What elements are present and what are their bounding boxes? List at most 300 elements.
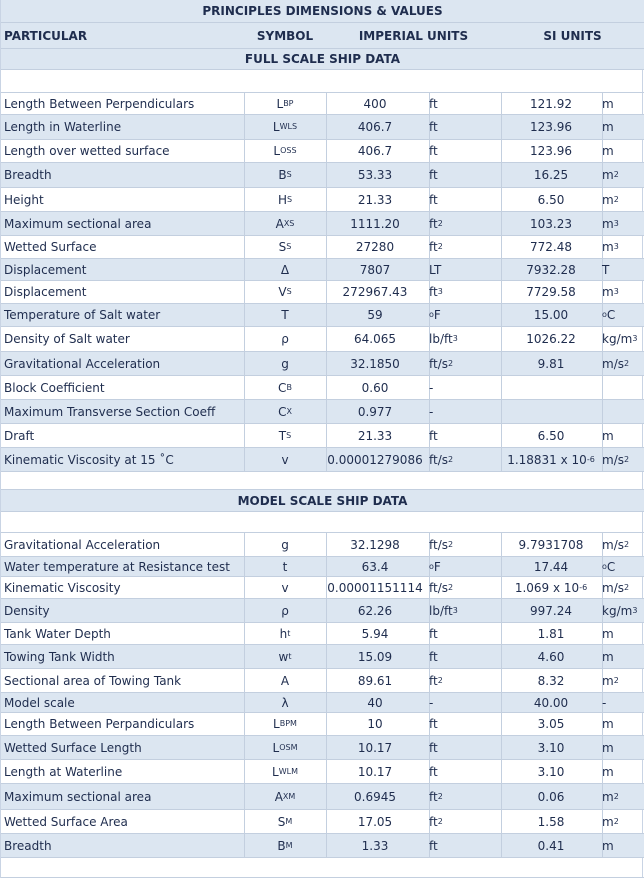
imperial-value-cell <box>326 140 424 162</box>
imperial-value-cell-text: 10 <box>367 717 383 731</box>
si-unit-cell <box>602 693 644 712</box>
si-value-cell-text: 6.50 <box>537 428 565 443</box>
symbol-cell <box>244 304 326 326</box>
imperial-value-cell <box>326 188 424 211</box>
imperial-value-cell-text: 0.00001151114 <box>327 580 423 595</box>
particular-cell <box>4 784 244 809</box>
table-row <box>1 212 644 236</box>
particular-cell-text: Wetted Surface Length <box>4 740 142 755</box>
imperial-value-cell <box>326 236 424 258</box>
si-value-cell <box>501 736 601 759</box>
imperial-unit-cell <box>429 760 501 783</box>
si-value-cell-text: 1.81 <box>537 626 565 641</box>
symbol-cell <box>244 448 326 471</box>
imperial-unit-cell <box>429 115 501 139</box>
symbol-cell-text: S <box>277 814 286 829</box>
imperial-unit-text: ft/s <box>429 452 449 467</box>
si-unit-cell <box>602 736 644 759</box>
si-unit-cell <box>602 645 644 668</box>
particular-cell-text: Maximum sectional area <box>4 216 152 231</box>
imperial-value-cell <box>326 212 424 235</box>
particular-cell <box>4 713 244 735</box>
imperial-unit-cell: ft/s 2 <box>429 580 454 595</box>
imperial-unit-cell <box>429 736 501 759</box>
particular-cell <box>4 140 244 162</box>
particular-cell <box>4 259 244 280</box>
si-unit-text: m <box>602 814 614 829</box>
imperial-unit-text: ft/s <box>429 537 449 552</box>
si-value-cell-text: 15.00 <box>533 308 569 322</box>
si-unit-cell <box>602 834 644 857</box>
particular-cell-text: Density of Salt water <box>4 332 130 346</box>
particular-cell <box>4 693 244 712</box>
table-row <box>1 352 644 376</box>
si-unit-text: m <box>602 838 614 853</box>
particular-cell <box>4 424 244 447</box>
table-row <box>1 577 644 599</box>
si-unit-cell <box>602 93 644 114</box>
si-value-cell <box>501 713 601 735</box>
si-value-cell <box>501 304 601 326</box>
si-unit-cell <box>602 115 644 139</box>
si-value-cell-text: 0.06 <box>537 789 565 804</box>
imperial-unit-text: ft <box>429 764 438 779</box>
si-value-cell: 1.069 x 10 -6 <box>514 580 588 595</box>
particular-cell <box>4 760 244 783</box>
symbol-cell: L WLM <box>272 764 298 779</box>
imperial-value-cell-text: 400 <box>363 96 387 111</box>
si-unit-cell: m 2 <box>602 168 619 182</box>
table-row <box>1 713 644 736</box>
si-value-cell-text: 1026.22 <box>526 332 576 346</box>
imperial-unit-text: ft <box>429 626 438 641</box>
si-unit-cell: m 3 <box>602 240 619 254</box>
si-value-cell-text: 16.25 <box>533 168 569 182</box>
imperial-value-cell <box>326 352 424 375</box>
si-value-cell <box>501 760 601 783</box>
si-unit-text: m <box>602 144 614 158</box>
table-row <box>1 784 644 810</box>
imperial-unit-text: ft/s <box>429 580 449 595</box>
si-unit-text: m <box>602 120 614 134</box>
symbol-cell-text: C <box>278 380 287 395</box>
imperial-unit-text: ft <box>429 168 438 182</box>
particular-cell-text: Draft <box>4 428 35 443</box>
particular-cell <box>4 557 244 576</box>
si-value-cell-text: 6.50 <box>537 192 565 207</box>
imperial-value-cell-text: 17.05 <box>357 814 393 829</box>
imperial-unit-text: ft <box>429 216 438 231</box>
symbol-cell: V S <box>278 285 292 299</box>
table-title <box>1 0 644 22</box>
imperial-unit-cell: ft 2 <box>429 673 443 688</box>
si-unit-text: m <box>602 649 614 664</box>
table-row <box>1 188 644 212</box>
particular-cell <box>4 834 244 857</box>
symbol-cell-text: w <box>278 649 289 664</box>
si-value-cell <box>501 93 601 114</box>
imperial-value-cell <box>326 259 424 280</box>
si-value-cell <box>501 599 601 622</box>
si-value-cell <box>501 115 601 139</box>
si-unit-cell: m 2 <box>602 789 619 804</box>
si-value-cell <box>501 212 601 235</box>
imperial-unit-cell: ft 2 <box>429 814 443 829</box>
si-unit-cell: m 2 <box>602 673 619 688</box>
si-value-cell-text: 1.069 x 10 <box>514 580 580 595</box>
header-row <box>1 23 644 49</box>
symbol-cell-text: T <box>281 308 289 322</box>
header-symbol-text: SYMBOL <box>256 28 314 43</box>
imperial-value-cell-text: 406.7 <box>357 120 393 134</box>
symbol-cell <box>244 577 326 598</box>
particular-cell-text: Wetted Surface Area <box>4 814 128 829</box>
imperial-value-cell <box>326 400 424 423</box>
imperial-value-cell <box>326 623 424 644</box>
imperial-unit-text: ft <box>429 838 438 853</box>
si-unit-text: m <box>602 740 614 755</box>
si-value-cell-text: 3.05 <box>537 717 565 731</box>
blank-row <box>1 858 644 878</box>
symbol-cell: L OSS <box>273 144 297 158</box>
imperial-value-cell-text: 27280 <box>355 240 395 254</box>
si-unit-text: kg/m <box>602 603 633 618</box>
symbol-cell-text: L <box>273 717 280 731</box>
imperial-unit-text: - <box>429 695 434 710</box>
si-value-cell-text: 3.10 <box>537 740 565 755</box>
symbol-cell <box>244 669 326 692</box>
imperial-unit-cell <box>429 140 501 162</box>
imperial-value-cell <box>326 376 424 399</box>
particular-cell-text: Kinematic Viscosity <box>4 580 121 595</box>
imperial-value-cell-text: 0.00001279086 <box>327 452 423 467</box>
imperial-value-cell <box>326 533 424 556</box>
particular-cell-text: Towing Tank Width <box>4 649 115 664</box>
si-value-cell <box>501 376 601 399</box>
imperial-unit-text: ft <box>429 673 438 688</box>
si-unit-cell <box>602 760 644 783</box>
si-unit-cell: m 3 <box>602 285 619 299</box>
particular-cell-text: Length Between Perpendiculars <box>4 96 195 111</box>
table-row <box>1 93 644 115</box>
particular-cell <box>4 810 244 833</box>
table-row <box>1 533 644 557</box>
symbol-cell-text: L <box>272 120 280 134</box>
particular-cell-text: Length Between Perpandiculars <box>4 717 195 731</box>
si-unit-cell <box>602 713 644 735</box>
particular-cell <box>4 577 244 598</box>
symbol-cell: S M <box>277 814 293 829</box>
imperial-unit-text: ft <box>429 192 438 207</box>
particular-cell <box>4 327 244 351</box>
si-unit-cell <box>602 623 644 644</box>
imperial-unit-text: F <box>433 559 441 574</box>
imperial-unit-text: ft <box>429 814 438 829</box>
symbol-cell <box>244 599 326 622</box>
si-value-cell-text: 0.41 <box>537 838 565 853</box>
symbol-cell-text: L <box>276 96 284 111</box>
si-value-cell-text: 1.18831 x 10 <box>507 452 587 467</box>
imperial-value-cell <box>326 693 424 712</box>
si-unit-text: m <box>602 428 614 443</box>
symbol-cell: L WLS <box>272 120 298 134</box>
imperial-value-cell-text: 272967.43 <box>342 285 408 299</box>
si-unit-text: T <box>602 262 610 277</box>
particular-cell-text: Wetted Surface <box>4 240 97 254</box>
imperial-value-cell <box>326 327 424 351</box>
header-particular-text: PARTICULAR <box>4 28 88 43</box>
si-value-cell-text: 997.24 <box>530 603 572 618</box>
particular-cell <box>4 304 244 326</box>
symbol-cell: L BPM <box>273 717 297 731</box>
imperial-value-cell-text: 53.33 <box>357 168 393 182</box>
symbol-cell <box>244 693 326 712</box>
si-unit-text: m <box>602 192 614 207</box>
imperial-unit-cell: ft 2 <box>429 216 443 231</box>
imperial-unit-cell: lb/ft 3 <box>429 603 458 618</box>
blank-row <box>1 512 644 533</box>
si-value-cell <box>501 784 601 809</box>
title-row <box>1 0 644 23</box>
si-value-cell-text: 1.58 <box>537 814 565 829</box>
imperial-unit-cell <box>429 93 501 114</box>
symbol-cell: T S <box>278 428 292 443</box>
imperial-unit-cell: o F <box>429 559 441 574</box>
imperial-value-cell-text: 32.1850 <box>350 356 400 371</box>
particular-cell <box>4 115 244 139</box>
particular-cell-text: Gravitational Acceleration <box>4 537 161 552</box>
imperial-value-cell <box>326 281 424 303</box>
imperial-unit-text: ft <box>429 120 438 134</box>
table-row <box>1 259 644 281</box>
imperial-value-cell-text: 406.7 <box>357 144 393 158</box>
si-unit-cell: m 3 <box>602 216 619 231</box>
imperial-value-cell-text: 1.33 <box>361 838 389 853</box>
section-title-row <box>1 49 644 70</box>
particular-cell <box>4 400 244 423</box>
particular-cell <box>4 281 244 303</box>
si-unit-text: m <box>602 168 614 182</box>
particular-cell-text: Gravitational Acceleration <box>4 356 161 371</box>
particular-cell <box>4 352 244 375</box>
imperial-unit-text: lb/ft <box>429 603 453 618</box>
imperial-unit-cell <box>429 645 501 668</box>
symbol-cell: S S <box>278 240 292 254</box>
symbol-cell-text: A <box>280 673 290 688</box>
table-row <box>1 599 644 623</box>
symbol-cell: L BP <box>276 96 294 111</box>
section-title-text: FULL SCALE SHIP DATA <box>244 52 401 66</box>
si-value-cell <box>501 281 601 303</box>
imperial-unit-text: ft <box>429 717 438 731</box>
table-row <box>1 693 644 713</box>
table-row <box>1 760 644 784</box>
particular-cell-text: Temperature of Salt water <box>4 308 161 322</box>
section-title <box>1 49 644 69</box>
table-row <box>1 400 644 424</box>
symbol-cell-text: λ <box>281 695 289 710</box>
si-unit-text: m <box>602 764 614 779</box>
imperial-unit-cell: lb/ft 3 <box>429 332 458 346</box>
imperial-unit-text: ft <box>429 240 438 254</box>
si-value-cell <box>501 259 601 280</box>
header-si-units-text: SI UNITS <box>543 28 602 43</box>
si-unit-cell: m/s 2 <box>602 580 630 595</box>
imperial-value-cell-text: 40 <box>367 695 383 710</box>
particular-cell-text: Tank Water Depth <box>4 626 111 641</box>
particular-cell-text: Maximum sectional area <box>4 789 152 804</box>
imperial-unit-text: ft <box>429 144 438 158</box>
si-value-cell <box>501 645 601 668</box>
symbol-cell: B M <box>277 838 293 853</box>
imperial-unit-cell: ft/s 2 <box>429 452 454 467</box>
si-unit-cell <box>602 376 644 399</box>
particular-cell-text: Kinematic Viscosity at 15 ˚C <box>4 452 174 467</box>
particular-cell-text: Displacement <box>4 285 87 299</box>
imperial-value-cell <box>326 577 424 598</box>
imperial-unit-text: ft <box>429 649 438 664</box>
particular-cell-text: Water temperature at Resistance test <box>4 559 230 574</box>
si-unit-text: m <box>602 240 614 254</box>
si-unit-text: kg/m <box>602 332 633 346</box>
imperial-unit-cell <box>429 259 501 280</box>
si-unit-text: m <box>602 285 614 299</box>
particular-cell-text: Breadth <box>4 168 52 182</box>
imperial-value-cell-text: 89.61 <box>357 673 393 688</box>
si-unit-cell <box>602 259 644 280</box>
imperial-unit-text: ft <box>429 96 438 111</box>
symbol-cell-text: t <box>282 559 288 574</box>
si-unit-text: m <box>602 96 614 111</box>
particular-cell <box>4 376 244 399</box>
table-row <box>1 163 644 188</box>
symbol-cell-text: S <box>278 240 287 254</box>
si-value-cell <box>501 400 601 423</box>
table-row <box>1 236 644 259</box>
particular-cell-text: Length in Waterline <box>4 120 122 134</box>
particular-cell <box>4 645 244 668</box>
symbol-cell-text: T <box>278 428 287 443</box>
imperial-unit-cell: ft 2 <box>429 789 443 804</box>
si-value-cell-text: 8.32 <box>537 673 565 688</box>
imperial-value-cell <box>326 424 424 447</box>
si-unit-cell <box>602 400 644 423</box>
si-value-cell-text: 772.48 <box>530 240 572 254</box>
particular-cell <box>4 623 244 644</box>
particular-cell-text: Block Coefficient <box>4 380 105 395</box>
imperial-value-cell-text: 59 <box>367 308 383 322</box>
si-value-cell-text: 9.81 <box>537 356 565 371</box>
imperial-unit-text: - <box>429 380 434 395</box>
si-value-cell-text: 40.00 <box>533 695 569 710</box>
si-value-cell-text: 9.7931708 <box>518 537 584 552</box>
particular-cell-text: Sectional area of Towing Tank <box>4 673 182 688</box>
particular-cell <box>4 236 244 258</box>
si-unit-cell: m 2 <box>602 192 619 207</box>
symbol-cell <box>244 327 326 351</box>
header-particular <box>4 23 244 48</box>
header-si-units <box>501 23 644 48</box>
symbol-cell: C B <box>278 380 292 395</box>
si-value-cell <box>501 352 601 375</box>
si-value-cell-text: 4.60 <box>537 649 565 664</box>
symbol-cell-text: A <box>275 216 284 231</box>
imperial-unit-cell <box>429 400 501 423</box>
symbol-cell: L OSM <box>272 740 298 755</box>
particular-cell-text: Density <box>4 603 50 618</box>
imperial-unit-cell <box>429 188 501 211</box>
imperial-unit-text: ft <box>429 285 438 299</box>
imperial-unit-text: ft <box>429 428 438 443</box>
imperial-value-cell <box>326 163 424 187</box>
imperial-value-cell <box>326 557 424 576</box>
imperial-unit-cell <box>429 163 501 187</box>
si-unit-text: m <box>602 673 614 688</box>
table-row <box>1 736 644 760</box>
si-unit-cell: m/s 2 <box>602 452 630 467</box>
imperial-value-cell-text: 0.60 <box>361 380 389 395</box>
table-row <box>1 140 644 163</box>
imperial-unit-cell: o F <box>429 308 441 322</box>
imperial-unit-cell: ft 2 <box>429 240 443 254</box>
particular-cell <box>4 599 244 622</box>
imperial-value-cell-text: 21.33 <box>357 192 393 207</box>
imperial-value-cell <box>326 93 424 114</box>
imperial-unit-cell <box>429 623 501 644</box>
imperial-unit-text: lb/ft <box>429 332 453 346</box>
imperial-value-cell <box>326 599 424 622</box>
section-title-row <box>1 490 644 512</box>
si-value-cell <box>501 140 601 162</box>
imperial-value-cell <box>326 115 424 139</box>
section-title-text: MODEL SCALE SHIP DATA <box>237 493 408 508</box>
si-unit-cell: m/s 2 <box>602 356 630 371</box>
si-value-cell <box>501 557 601 576</box>
table-row <box>1 669 644 693</box>
si-value-cell-text: 121.92 <box>530 96 572 111</box>
particular-cell-text: Displacement <box>4 262 87 277</box>
imperial-value-cell-text: 0.6945 <box>354 789 396 804</box>
imperial-value-cell <box>326 834 424 857</box>
particular-cell-text: Height <box>4 192 44 207</box>
si-value-cell-text: 7932.28 <box>526 262 576 277</box>
particular-cell <box>4 669 244 692</box>
si-value-cell <box>501 188 601 211</box>
si-unit-text: C <box>606 308 616 322</box>
particular-cell-text: Breadth <box>4 838 52 853</box>
imperial-value-cell-text: 15.09 <box>357 649 393 664</box>
symbol-cell-text: L <box>272 740 280 755</box>
header-imperial-units-text: IMPERIAL UNITS <box>358 28 469 43</box>
si-unit-cell: m/s 2 <box>602 537 630 552</box>
symbol-cell-text: ρ <box>281 603 289 618</box>
symbol-cell-text: A <box>274 789 283 804</box>
symbol-cell-text: v <box>281 452 289 467</box>
si-value-cell <box>501 669 601 692</box>
si-unit-cell: kg/m 3 <box>602 332 638 346</box>
si-value-cell <box>501 424 601 447</box>
imperial-value-cell <box>326 645 424 668</box>
symbol-cell <box>244 533 326 556</box>
symbol-cell-text: H <box>277 192 287 207</box>
si-unit-text: m/s <box>602 580 624 595</box>
imperial-unit-text: ft/s <box>429 356 449 371</box>
si-unit-text: m <box>602 626 614 641</box>
table-row <box>1 834 644 858</box>
symbol-cell-text: ρ <box>281 332 289 346</box>
particular-cell <box>4 736 244 759</box>
imperial-value-cell-text: 10.17 <box>357 740 393 755</box>
